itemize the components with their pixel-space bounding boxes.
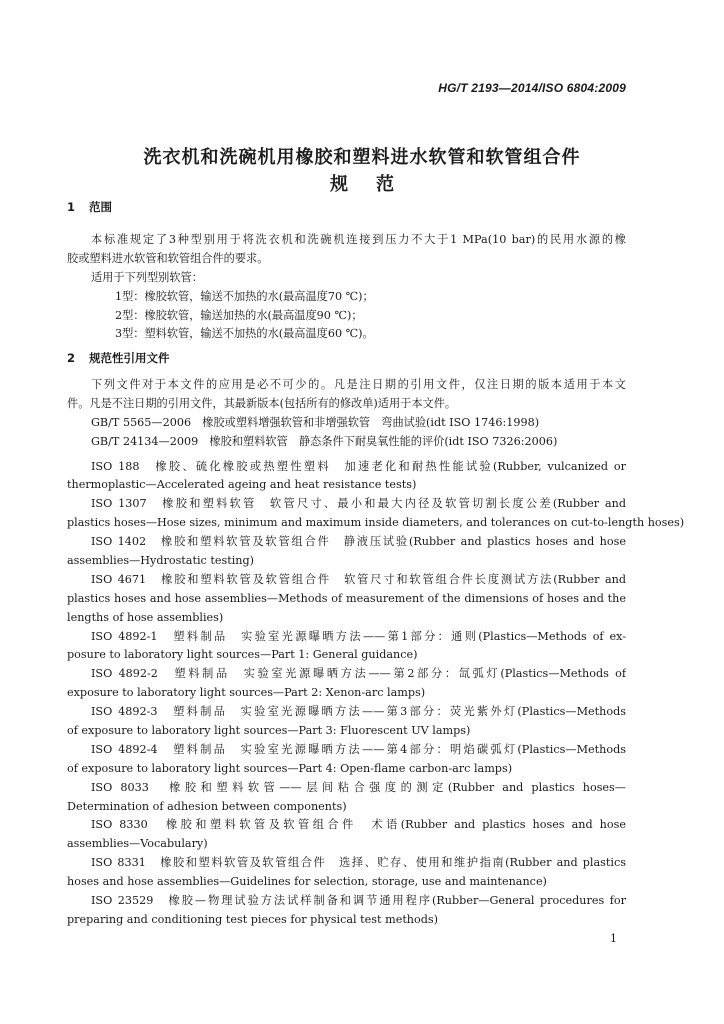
- paragraph: [67, 816, 626, 854]
- paragraph: [67, 495, 685, 533]
- text-line: assemblies—Hydrostatic testing): [67, 554, 255, 568]
- text-line: 下列文件对于本文件的应用是必不可少的。凡是注日期的引用文件，仅注日期的版本适用于本文: [91, 378, 626, 391]
- text-line: hoses and hose assemblies—Guidelines for selection, storage, use and maintenance): [67, 875, 547, 889]
- text-line: ISO 1402 橡胶和塑料软管及软管组合件 静液压试验(Rubber and plastics hoses and hose: [91, 535, 626, 549]
- paragraph: [67, 628, 626, 666]
- text-line: 3型：塑料软管，输送不加热的水(最高温度60 ℃)。: [115, 327, 374, 341]
- paragraph: [67, 231, 626, 269]
- paragraph: [67, 288, 626, 307]
- text-line: of exposure to laboratory light sources—Part 4: Open-flame carbon-arc lamps): [67, 761, 513, 775]
- text-line: ISO 8331 橡胶和塑料软管及软管组合件 选择、贮存、使用和维护指南(Rubber and plastics: [91, 856, 626, 870]
- section-number: 2: [67, 351, 76, 365]
- section-number: 1: [67, 200, 76, 214]
- paragraph: [67, 854, 626, 892]
- text-line: ISO 23529 橡胶—物理试验方法试样制备和调节通用程序(Rubber—General procedures for: [91, 894, 626, 908]
- text-line: ISO 4892-3 塑料制品 实验室光源曝晒方法——第3部分：荧光紫外灯(Plastics—Methods: [91, 705, 626, 719]
- text-line: 1型：橡胶软管，输送不加热的水(最高温度70 ℃)；: [115, 289, 374, 303]
- text-line: exposure to laboratory light sources—Part 2: Xenon-arc lamps): [67, 686, 426, 700]
- paragraph: [67, 533, 626, 571]
- paragraph: [67, 665, 626, 703]
- text-line: ISO 1307 橡胶和塑料软管 软管尺寸、最小和最大内径及软管切割长度公差(Rubber and: [91, 497, 626, 511]
- text-line: preparing and conditioning test pieces for physical test methods): [67, 912, 439, 926]
- text-line: ISO 4892-1 塑料制品 实验室光源曝晒方法——第1部分：通则(Plastics—Methods of ex-: [91, 629, 626, 643]
- text-line: of exposure to laboratory light sources—Part 3: Fluorescent UV lamps): [67, 724, 471, 738]
- text-line: plastics hoses—Hose sizes, minimum and maximum inside diameters, and tolerances on cut-to-length hoses): [67, 516, 685, 530]
- text-line: ISO 4892-4 塑料制品 实验室光源曝晒方法——第4部分：明焰碳弧灯(Plastics—Methods: [91, 742, 626, 756]
- paragraph: [67, 433, 626, 452]
- text-line: lengths of hose assemblies): [67, 610, 224, 624]
- text-line: plastics hoses and hose assemblies—Methods of measurement of the dimensions of hoses and the: [67, 591, 626, 605]
- paragraph: [67, 571, 626, 628]
- text-line: assemblies—Vocabulary): [67, 837, 208, 851]
- section-title: 规范性引用文件: [89, 351, 170, 365]
- standard-number: HG/T 2193—2014/ISO 6804:2009: [438, 81, 626, 95]
- text-line: 2型：橡胶软管，输送加热的水(最高温度90 ℃)；: [115, 308, 363, 322]
- paragraph: [67, 458, 626, 496]
- text-line: ISO 8033 橡胶和塑料软管——层间粘合强度的测定(Rubber and plastics hoses—: [91, 780, 626, 794]
- document-title: 洗衣机和洗碗机用橡胶和塑料进水软管和软管组合件: [143, 147, 581, 168]
- paragraph: [67, 892, 626, 930]
- text-line: GB/T 5565—2006 橡胶或塑料增强软管和非增强软管 弯曲试验(idt ISO 1746:1998): [91, 415, 540, 429]
- paragraph: [67, 703, 626, 741]
- text-line: ISO 4671 橡胶和塑料软管及软管组合件 软管尺寸和软管组合件长度测试方法(Rubber and: [91, 572, 626, 586]
- text-line: 适用于下列型别软管：: [91, 270, 203, 284]
- paragraph: [67, 376, 626, 414]
- text-line: Determination of adhesion between components): [67, 799, 347, 813]
- document-title-line2: 规范: [330, 174, 422, 195]
- paragraph: [67, 414, 626, 433]
- text-line: thermoplastic—Accelerated ageing and heat resistance tests): [67, 478, 417, 492]
- section-title: 范围: [89, 200, 112, 214]
- text-line: GB/T 24134—2009 橡胶和塑料软管 静态条件下耐臭氧性能的评价(idt ISO 7326:2006): [91, 434, 558, 448]
- paragraph: [67, 779, 626, 817]
- section-1-body: [67, 231, 626, 344]
- paragraph: [67, 325, 626, 344]
- text-line: 件。凡是不注日期的引用文件，其最新版本(包括所有的修改单)适用于本文件。: [67, 396, 457, 410]
- paragraph: [67, 307, 626, 326]
- paragraph: [67, 741, 626, 779]
- text-line: ISO 4892-2 塑料制品 实验室光源曝晒方法——第2部分：氙弧灯(Plastics—Methods of: [91, 667, 626, 681]
- section-2-heading: [67, 350, 170, 366]
- text-line: 胶或塑料进水软管和软管组合件的要求。: [67, 251, 269, 265]
- text-line: posure to laboratory light sources—Part 1: General guidance): [67, 648, 418, 662]
- section-1-heading: [67, 199, 112, 215]
- text-line: 本标准规定了3种型别用于将洗衣机和洗碗机连接到压力不大于1 MPa(10 bar)的民用水源的橡: [91, 233, 626, 246]
- text-line: ISO 188 橡胶、硫化橡胶或热塑性塑料 加速老化和耐热性能试验(Rubber, vulcanized or: [91, 459, 626, 473]
- section-2-body: [67, 376, 685, 930]
- paragraph: [67, 269, 626, 288]
- text-line: ISO 8330 橡胶和塑料软管及软管组合件 术语(Rubber and plastics hoses and hose: [91, 818, 626, 832]
- page-number: 1: [610, 932, 617, 945]
